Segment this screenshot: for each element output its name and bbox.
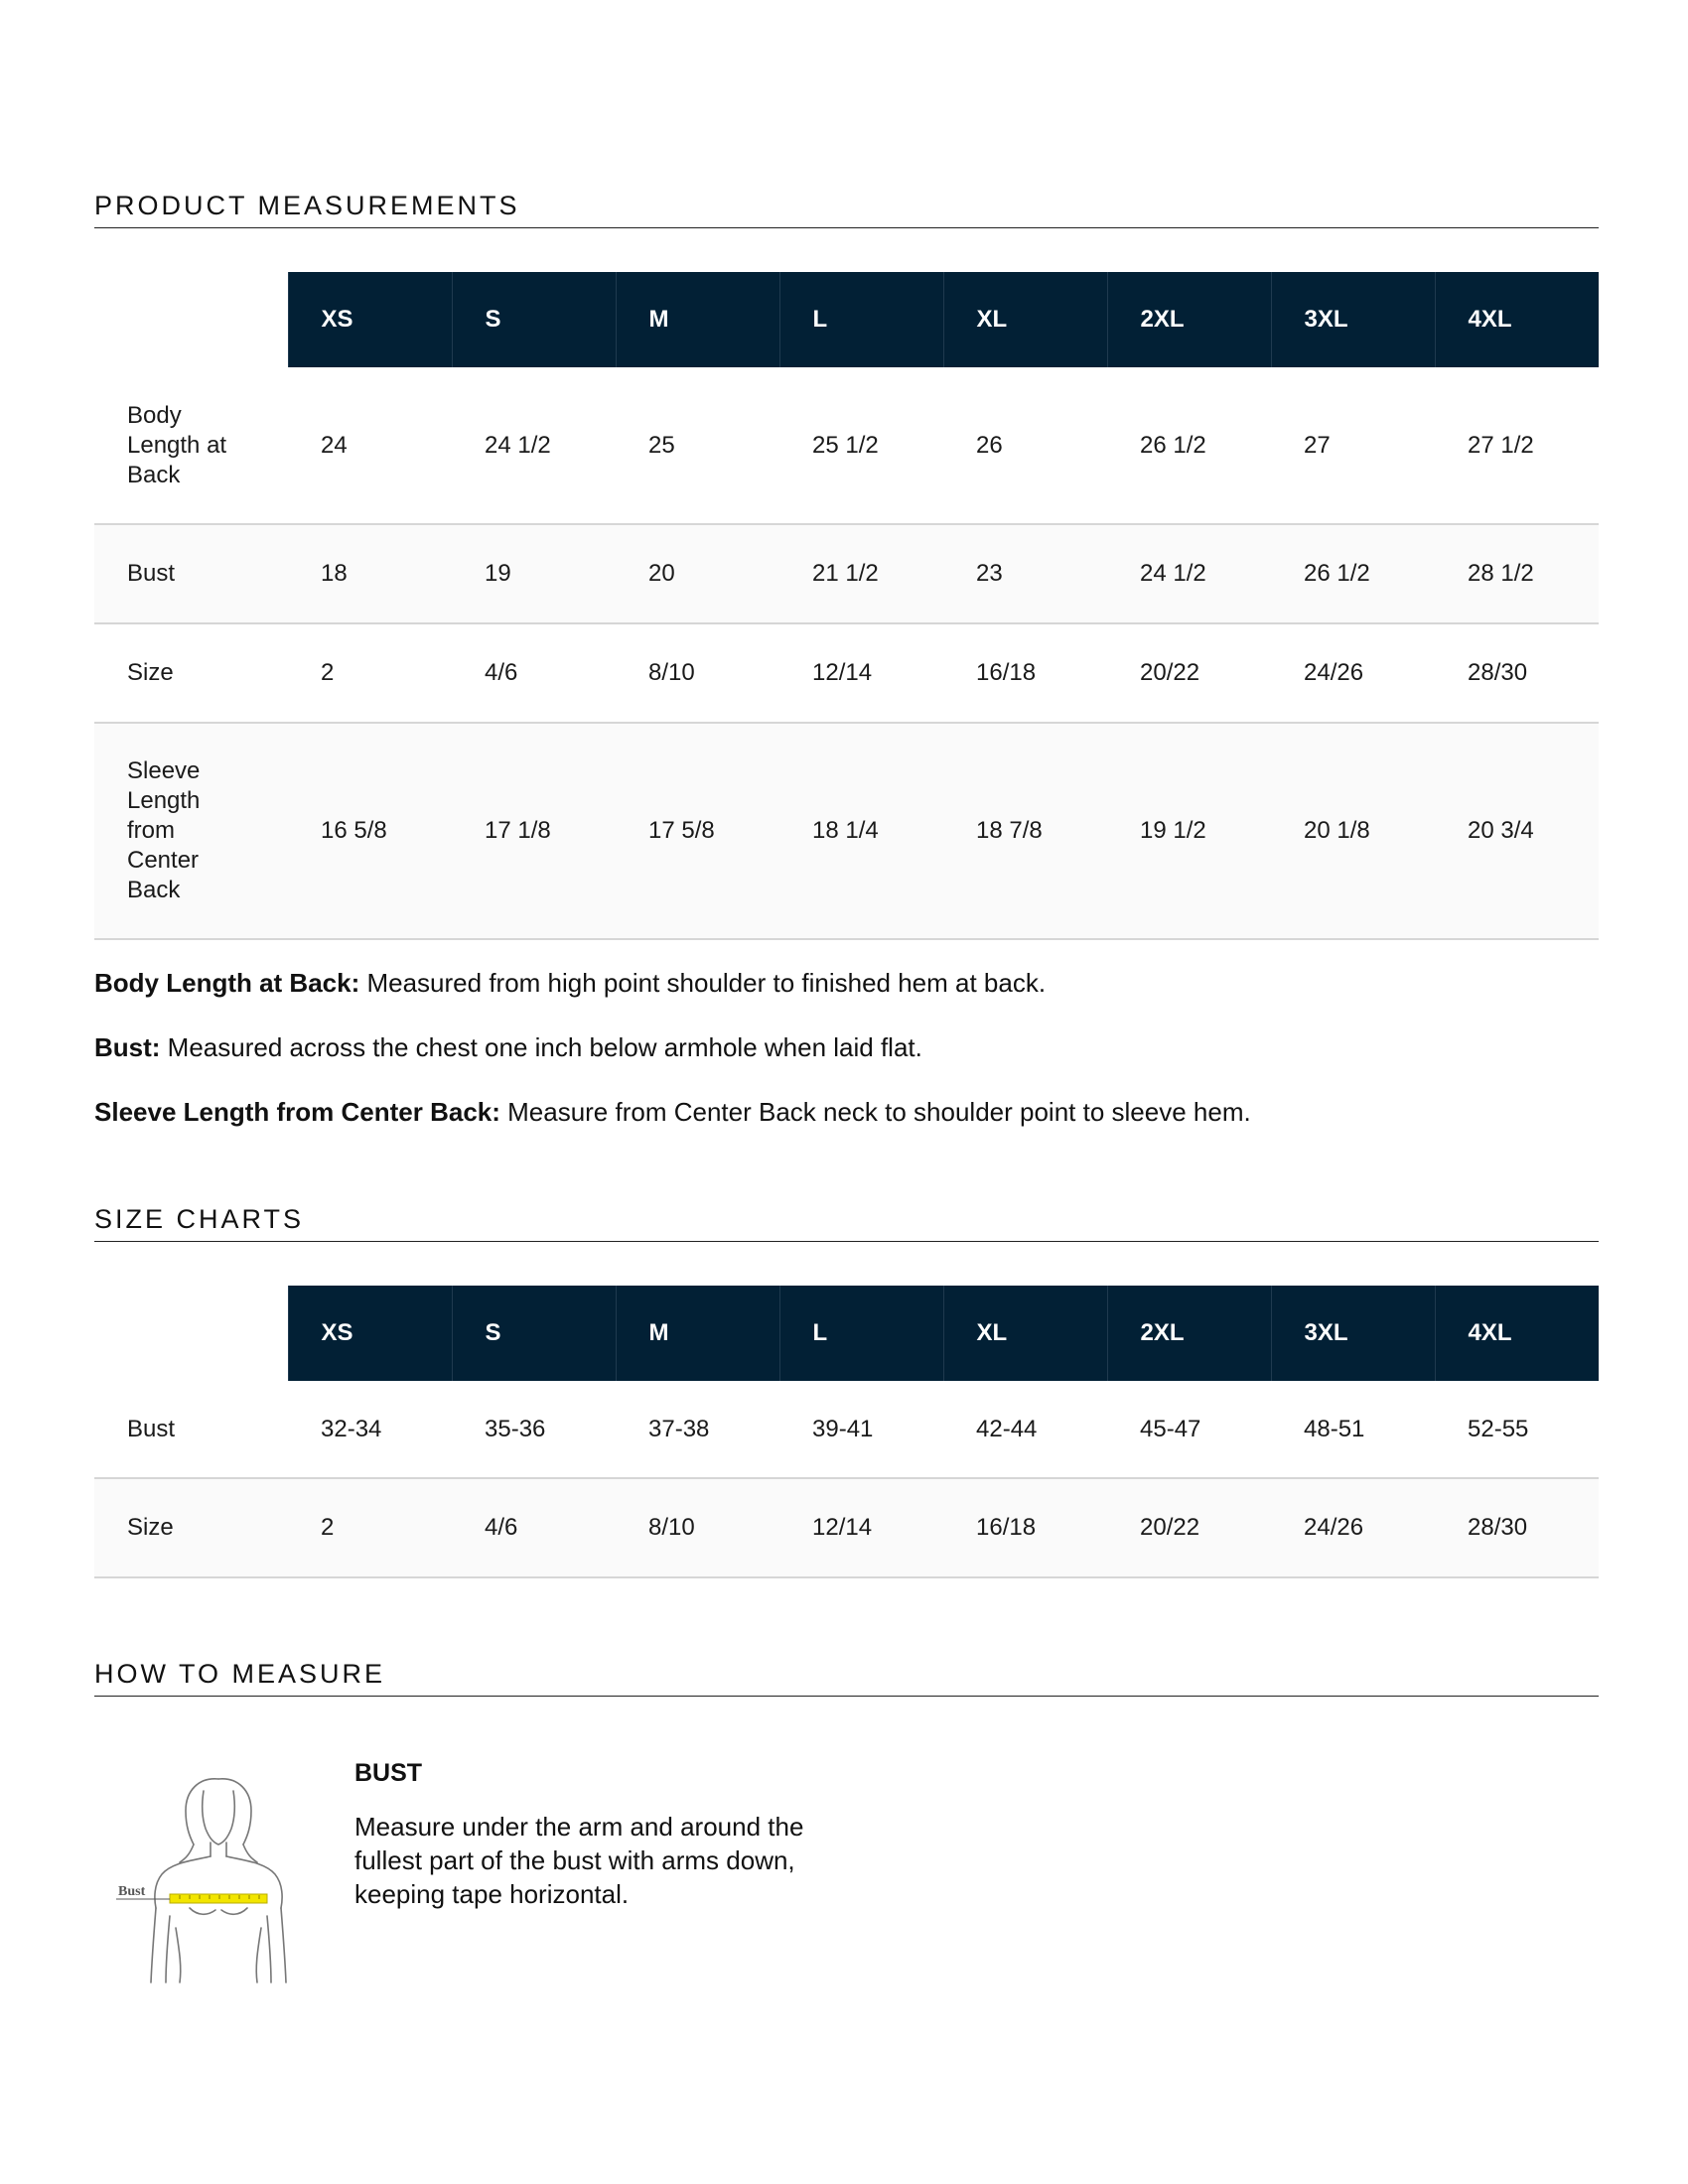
note-body-length [94,968,1599,999]
size-header: S [452,272,616,367]
table-cell: 25 1/2 [779,367,943,524]
size-header: XS [288,272,452,367]
table-cell: 32-34 [288,1381,452,1478]
table-cell: 20 [616,524,779,623]
table-cell: 45-47 [1107,1381,1271,1478]
table-cell: 16/18 [943,1478,1107,1577]
size-header: L [779,272,943,367]
size-charts-section [94,1204,1599,1242]
table-header-row [94,1286,1599,1381]
size-header: XS [288,1286,452,1381]
table-cell: 17 1/8 [452,723,616,939]
size-header: M [616,1286,779,1381]
table-cell: 20 3/4 [1435,723,1599,939]
size-header: XL [943,1286,1107,1381]
size-header: 2XL [1107,1286,1271,1381]
size-header: XL [943,272,1107,367]
table-cell: 28 1/2 [1435,524,1599,623]
table-cell: 42-44 [943,1381,1107,1478]
table-cell: 20/22 [1107,1478,1271,1577]
table-cell: 20/22 [1107,623,1271,723]
note-term: Sleeve Length from Center Back: [94,1097,500,1127]
product-measurements-section [94,191,1599,228]
table-cell: 4/6 [452,1478,616,1577]
row-label: Size [94,623,288,723]
product-measurements-table [94,272,1599,940]
size-header: 4XL [1435,1286,1599,1381]
how-to-measure-section [94,1659,1599,1697]
table-cell: 24 1/2 [452,367,616,524]
table-cell: 37-38 [616,1381,779,1478]
size-chart-table [94,1286,1599,1578]
table-cell: 4/6 [452,623,616,723]
row-label: Body Length at Back [94,367,288,524]
size-header: S [452,1286,616,1381]
size-header: 2XL [1107,272,1271,367]
table-cell: 35-36 [452,1381,616,1478]
size-header: M [616,272,779,367]
table-cell: 27 [1271,367,1435,524]
product-measurements-title: PRODUCT MEASUREMENTS [94,191,1599,228]
note-term: Body Length at Back: [94,968,360,998]
measurement-notes [94,968,1599,1161]
table-cell: 52-55 [1435,1381,1599,1478]
table-cell: 2 [288,623,452,723]
table-cell: 12/14 [779,623,943,723]
table-cell: 23 [943,524,1107,623]
table-cell: 2 [288,1478,452,1577]
bust-measurement-figure-icon [114,1759,303,1987]
row-label: Sleeve Length from Center Back [94,723,288,939]
size-charts-title: SIZE CHARTS [94,1204,1599,1242]
table-cell: 8/10 [616,623,779,723]
table-cell: 24/26 [1271,623,1435,723]
table-header-row [94,272,1599,367]
table-row [94,723,1599,939]
note-term: Bust: [94,1032,161,1062]
table-row [94,1478,1599,1577]
size-header: L [779,1286,943,1381]
table-row [94,367,1599,524]
figure-bust-label: Bust [118,1884,146,1899]
note-sleeve-length [94,1097,1599,1128]
note-bust [94,1032,1599,1063]
header-empty-cell [94,1286,288,1381]
size-header: 3XL [1271,1286,1435,1381]
bust-description: Measure under the arm and around the fullest part of the bust with arms down, keeping tape horizontal. [354,1812,804,1909]
note-text: Measure from Center Back neck to shoulder point to sleeve hem. [499,1097,1251,1127]
row-label: Bust [94,524,288,623]
table-cell: 21 1/2 [779,524,943,623]
table-cell: 26 1/2 [1107,367,1271,524]
table-cell: 39-41 [779,1381,943,1478]
table-cell: 24/26 [1271,1478,1435,1577]
table-cell: 26 [943,367,1107,524]
table-row [94,524,1599,623]
table-cell: 16/18 [943,623,1107,723]
size-header: 4XL [1435,272,1599,367]
bust-instructions [354,1759,831,1911]
table-row [94,623,1599,723]
table-cell: 12/14 [779,1478,943,1577]
table-cell: 27 1/2 [1435,367,1599,524]
table-cell: 25 [616,367,779,524]
table-cell: 24 [288,367,452,524]
table-cell: 20 1/8 [1271,723,1435,939]
note-text: Measured across the chest one inch below armhole when laid flat. [160,1032,922,1062]
table-cell: 18 7/8 [943,723,1107,939]
table-row [94,1381,1599,1478]
measure-item-bust [94,1759,1599,1997]
table-cell: 24 1/2 [1107,524,1271,623]
note-text: Measured from high point shoulder to finished hem at back. [359,968,1047,998]
table-cell: 8/10 [616,1478,779,1577]
table-cell: 48-51 [1271,1381,1435,1478]
row-label: Bust [94,1381,288,1478]
size-header: 3XL [1271,272,1435,367]
how-to-measure-title: HOW TO MEASURE [94,1659,1599,1697]
header-empty-cell [94,272,288,367]
table-cell: 28/30 [1435,1478,1599,1577]
table-cell: 16 5/8 [288,723,452,939]
table-cell: 17 5/8 [616,723,779,939]
table-cell: 19 [452,524,616,623]
table-cell: 18 [288,524,452,623]
table-cell: 28/30 [1435,623,1599,723]
table-cell: 19 1/2 [1107,723,1271,939]
bust-title: BUST [354,1759,423,1787]
table-cell: 26 1/2 [1271,524,1435,623]
table-cell: 18 1/4 [779,723,943,939]
row-label: Size [94,1478,288,1577]
